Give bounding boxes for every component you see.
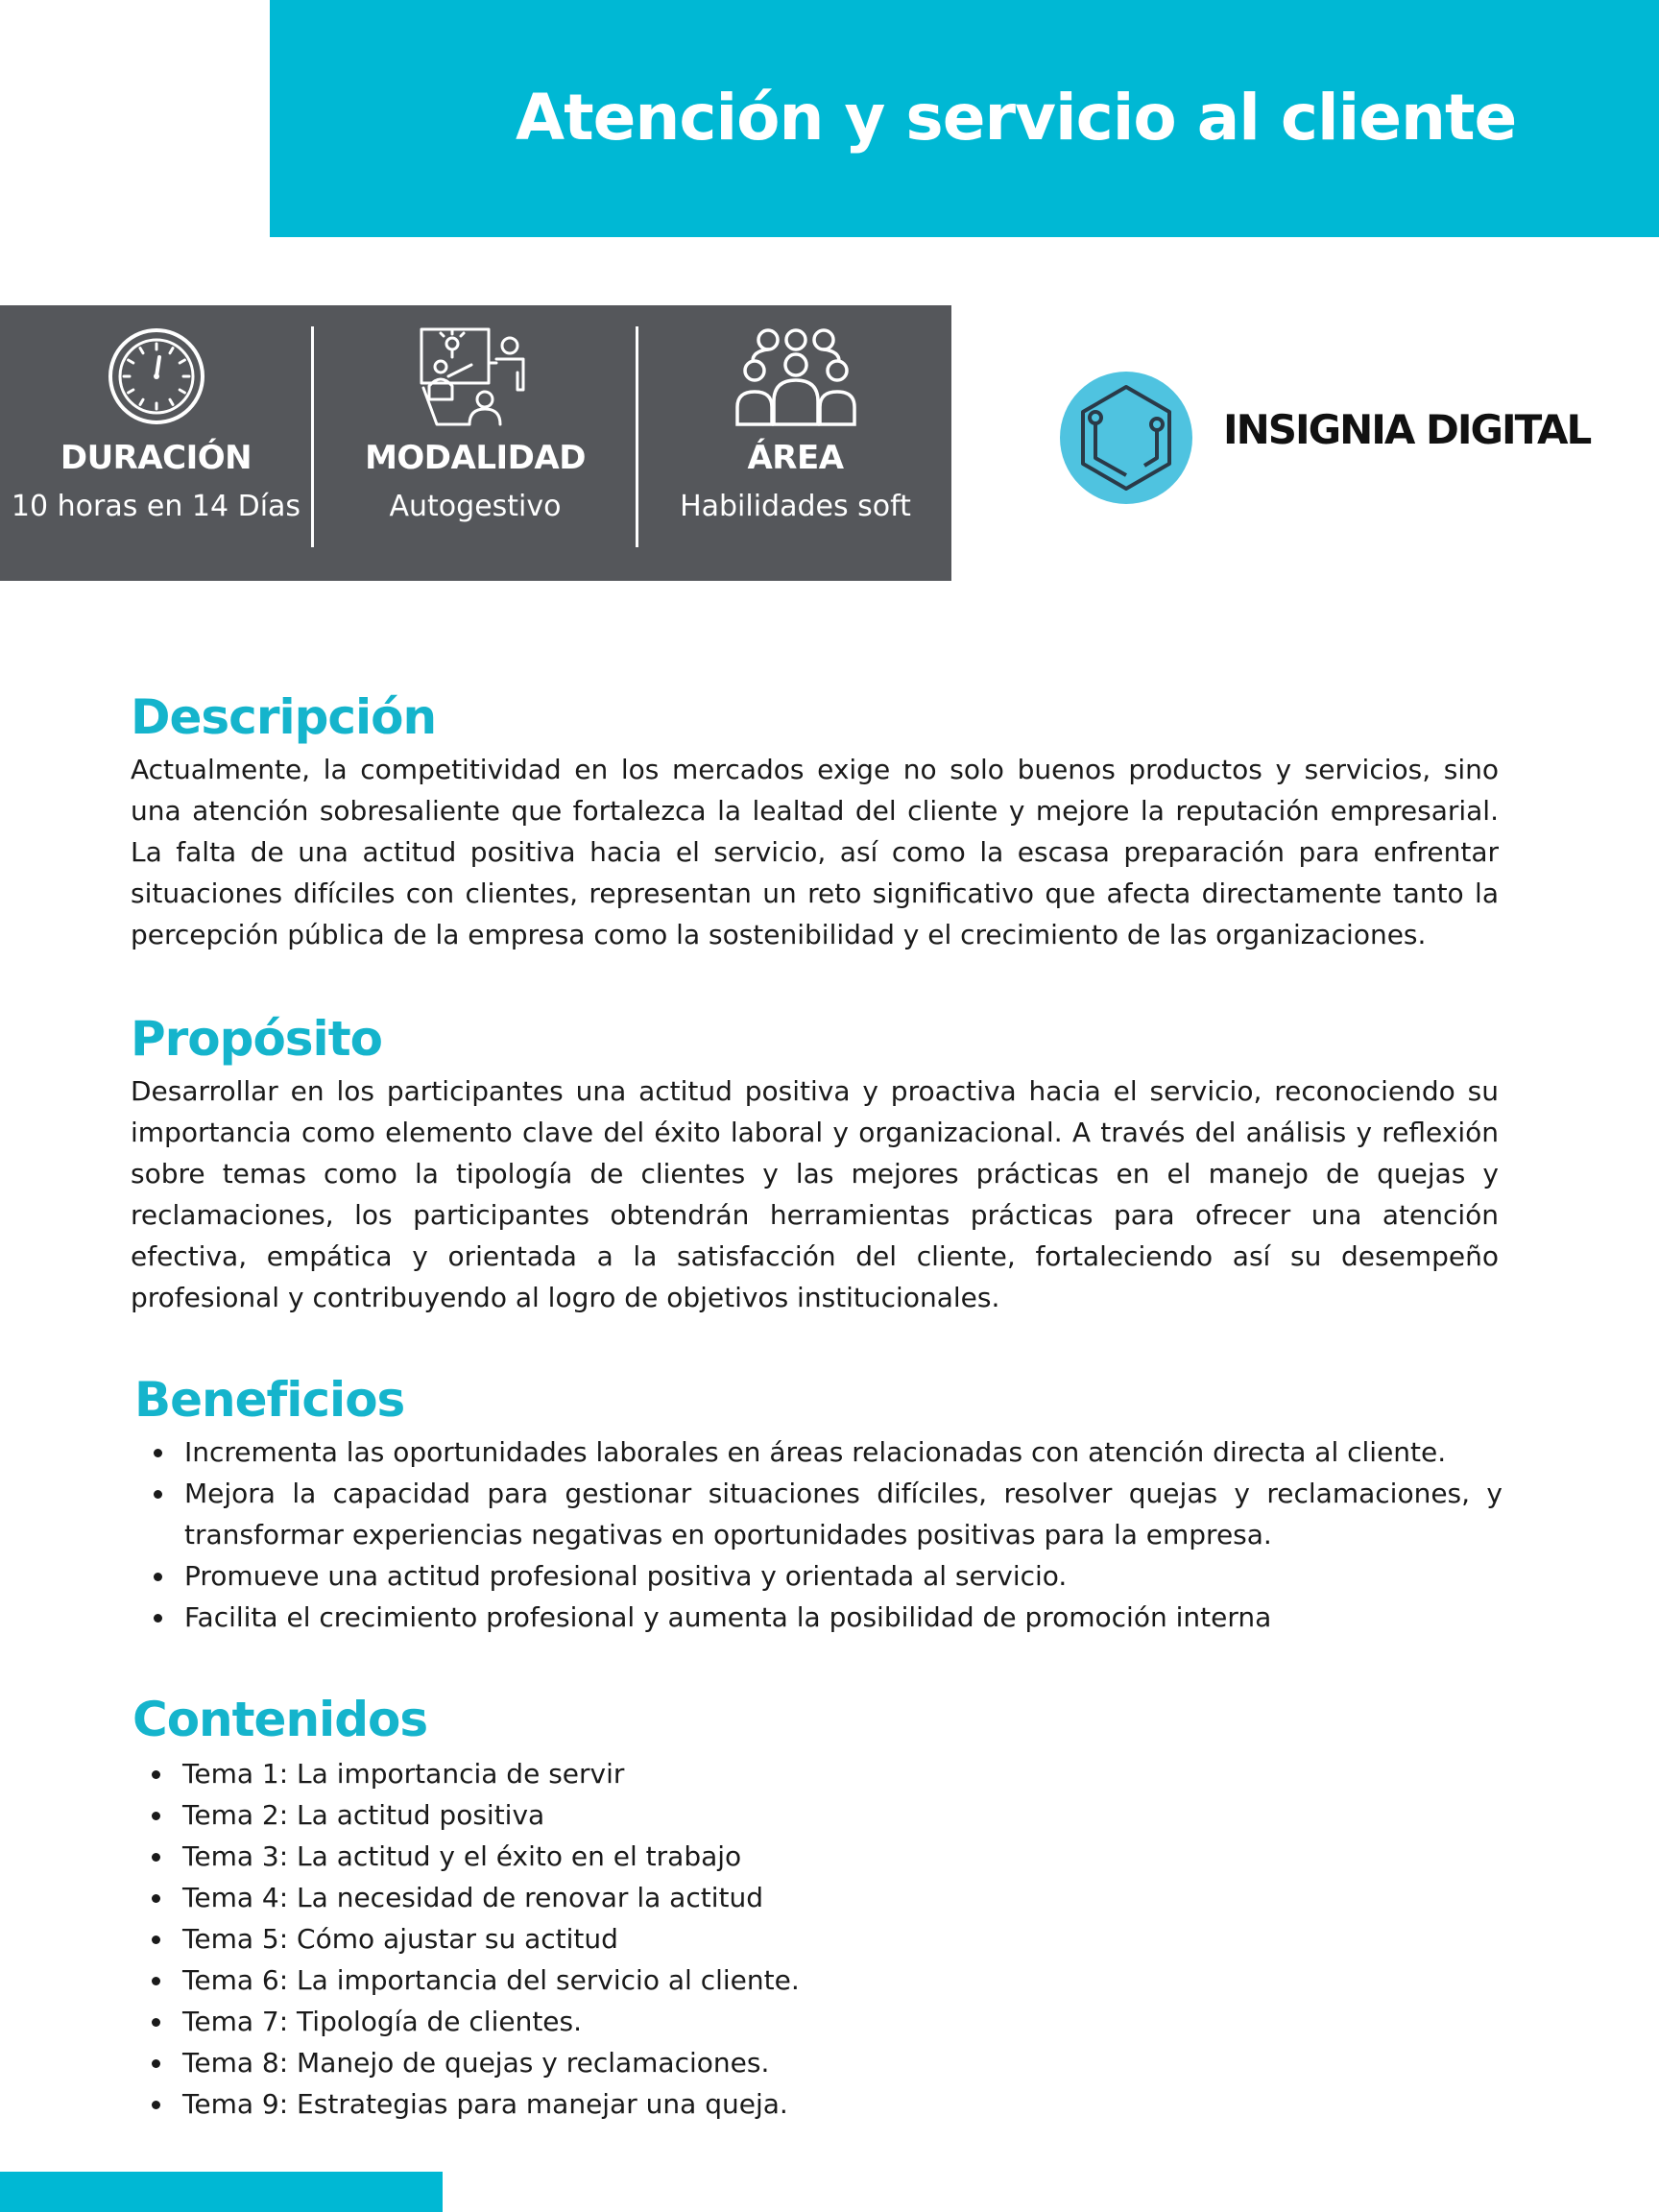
list-item: Tema 6: La importancia del servicio al cliente. bbox=[132, 1960, 1501, 2001]
clock-icon bbox=[107, 326, 206, 426]
modality-block bbox=[315, 305, 636, 581]
list-item: Tema 5: Cómo ajustar su actitud bbox=[132, 1918, 1501, 1960]
page-title: Atención y servicio al cliente bbox=[516, 81, 1517, 155]
purpose-heading: Propósito bbox=[131, 1011, 382, 1067]
area-block bbox=[639, 305, 951, 581]
contents-section bbox=[132, 1688, 1501, 2125]
list-item: Tema 2: La actitud positiva bbox=[132, 1794, 1501, 1836]
divider bbox=[311, 326, 314, 547]
benefits-list bbox=[134, 1431, 1503, 1638]
list-item: Promueve una actitud profesional positiva y orientada al servicio. bbox=[134, 1555, 1503, 1597]
badge-label: INSIGNIA DIGITAL bbox=[1223, 406, 1591, 453]
list-item: Tema 1: La importancia de servir bbox=[132, 1753, 1501, 1794]
contents-list bbox=[132, 1753, 1501, 2125]
hexagon-circuit-icon bbox=[1060, 372, 1192, 504]
list-item: Facilita el crecimiento profesional y aumenta la posibilidad de promoción interna bbox=[134, 1597, 1503, 1638]
modality-value: Autogestivo bbox=[389, 490, 562, 523]
duration-label: DURACIÓN bbox=[60, 439, 252, 477]
contents-heading: Contenidos bbox=[132, 1692, 428, 1747]
modality-label: MODALIDAD bbox=[365, 439, 586, 477]
purpose-section bbox=[131, 1007, 1499, 1318]
course-info-panel bbox=[0, 305, 951, 581]
footer-accent-bar bbox=[0, 2172, 443, 2212]
list-item: Tema 8: Manejo de quejas y reclamaciones. bbox=[132, 2042, 1501, 2083]
area-value: Habilidades soft bbox=[680, 490, 911, 523]
description-section bbox=[131, 685, 1499, 955]
list-item: Tema 7: Tipología de clientes. bbox=[132, 2001, 1501, 2042]
duration-value: 10 horas en 14 Días bbox=[11, 490, 301, 523]
group-icon bbox=[733, 326, 858, 426]
area-label: ÁREA bbox=[747, 439, 844, 477]
list-item: Tema 9: Estrategias para manejar una queja. bbox=[132, 2083, 1501, 2125]
title-banner bbox=[270, 0, 1659, 237]
purpose-text: Desarrollar en los participantes una actitud positiva y proactiva hacia el servicio, reconociendo su importancia como elemento clave del éxito laboral y organizacional. A través del análisis y reflexión sobre temas como la tipología de clientes y las mejores prácticas en el manejo de quejas y reclamaciones, los participantes obtendrán herramientas prácticas para ofrecer una atención efectiva, empática y orientada a la satisfacción del cliente, fortaleciendo así su desempeño profesional y contribuyendo al logro de objetivos institucionales. bbox=[131, 1075, 1499, 1313]
presentation-icon bbox=[416, 326, 535, 426]
benefits-section bbox=[134, 1368, 1503, 1638]
description-heading: Descripción bbox=[131, 689, 437, 745]
list-item: Tema 3: La actitud y el éxito en el trabajo bbox=[132, 1836, 1501, 1877]
divider bbox=[636, 326, 638, 547]
description-text: Actualmente, la competitividad en los mercados exige no solo buenos productos y servicios, sino una atención sobresaliente que fortalezca la lealtad del cliente y mejore la reputación empresarial. La falta de una actitud positiva hacia el servicio, así como la escasa preparación para enfrentar situaciones difíciles con clientes, representan un reto significativo que afecta directamente tanto la percepción pública de la empresa como la sostenibilidad y el crecimiento de las organizaciones. bbox=[131, 754, 1499, 950]
benefits-heading: Beneficios bbox=[134, 1372, 405, 1428]
list-item: Mejora la capacidad para gestionar situaciones difíciles, resolver quejas y reclamaciones, y transformar experiencias negativas en oportunidades positivas para la empresa. bbox=[134, 1473, 1503, 1555]
list-item: Tema 4: La necesidad de renovar la actitud bbox=[132, 1877, 1501, 1918]
list-item: Incrementa las oportunidades laborales en áreas relacionadas con atención directa al cliente. bbox=[134, 1431, 1503, 1473]
badge-logo bbox=[1060, 372, 1192, 504]
duration-block bbox=[0, 305, 312, 581]
